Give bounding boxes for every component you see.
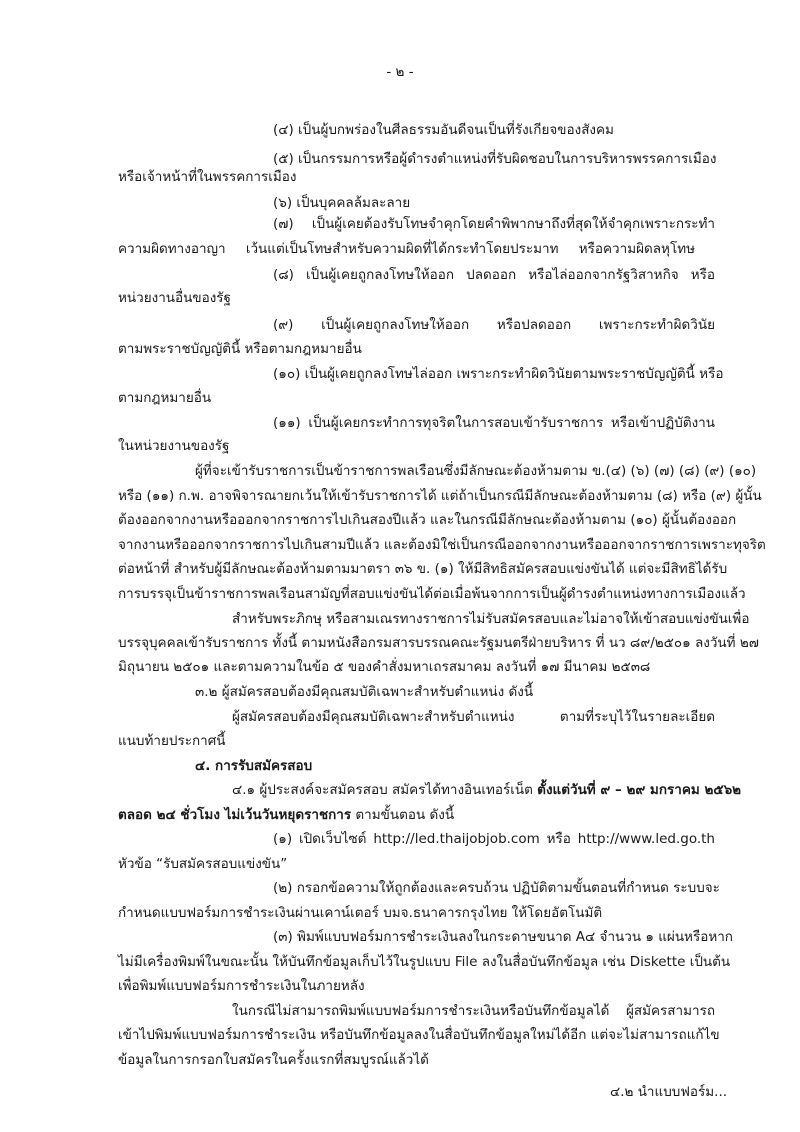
text-line: เพื่อพิมพ์แบบฟอร์มการชำระเงินในภายหลัง: [118, 978, 365, 994]
continuation-note: ๔.๒ นำแบบฟอร์ม...: [610, 1084, 728, 1100]
text-line: กำหนดแบบฟอร์มการชำระเงินผ่านเคาน์เตอร์ บมจ.ธนาคารกรุงไทย ให้โดยอัตโนมัติ: [118, 905, 603, 921]
text-line: บรรจุบุคคลเข้ารับราชการ ทั้งนี้ ตามหนังสือกรมสารบรรณคณะรัฐมนตรีฝ่ายบริหาร ที่ นว ๘๙/๒๕๐๑ ลงวันที่ ๒๗: [118, 635, 759, 651]
text-line: (๔) เป็นผู้บกพร่องในศีลธรรมอันดีจนเป็นที่รังเกียจของสังคม: [273, 122, 614, 138]
text-line: (๑๐) เป็นผู้เคยถูกลงโทษไล่ออก เพราะกระทำผิดวินัยตามพระราชบัญญัตินี้ หรือ: [273, 366, 724, 382]
text-span: ๔.๑ ผู้ประสงค์จะสมัครสอบ สมัครได้ทางอินเทอร์เน็ต: [232, 782, 538, 798]
text-line: ผู้ที่จะเข้ารับราชการเป็นข้าราชการพลเรือนซึ่งมีลักษณะต้องห้ามตาม ข.(๔) (๖) (๗) (๘) (๙) (๑๐): [195, 463, 757, 479]
text-line: ในกรณีไม่สามารถพิมพ์แบบฟอร์มการชำระเงินหรือบันทึกข้อมูลได้ ผู้สมัครสามารถ: [232, 1003, 715, 1019]
subsection-heading: ๓.๒ ผู้สมัครสอบต้องมีคุณสมบัติเฉพาะสำหรับตำแหน่ง ดังนี้: [195, 684, 534, 700]
text-line: ผู้สมัครสอบต้องมีคุณสมบัติเฉพาะสำหรับตำแหน่ง ตามที่ระบุไว้ในรายละเอียด: [232, 709, 715, 725]
bold-date-range: ตั้งแต่วันที่ ๙ – ๒๙ มกราคม ๒๕๖๒: [537, 782, 742, 798]
text-line: (๘) เป็นผู้เคยถูกลงโทษให้ออก ปลดออก หรือไล่ออกจากรัฐวิสาหกิจ หรือ: [273, 267, 715, 283]
text-line: ความผิดทางอาญา เว้นแต่เป็นโทษสำหรับความผิดที่ได้กระทำโดยประมาท หรือความผิดลหุโทษ: [118, 241, 695, 257]
text-line: (๕) เป็นกรรมการหรือผู้ดำรงตำแหน่งที่รับผิดชอบในการบริหารพรรคการเมือง: [273, 151, 717, 167]
text-line: (๗) เป็นผู้เคยต้องรับโทษจำคุกโดยคำพิพากษาถึงที่สุดให้จำคุกเพราะกระทำ: [273, 216, 715, 232]
section-heading: ๔. การรับสมัครสอบ: [195, 758, 313, 774]
text-line: ในหน่วยงานของรัฐ: [118, 438, 230, 454]
text-line: ตามกฎหมายอื่น: [118, 390, 212, 406]
text-line: ต่อหน้าที่ สำหรับผู้มีลักษณะต้องห้ามตามมาตรา ๓๖ ข. (๑) ให้มีสิทธิสมัครสอบแข่งขันได้ แต่จะมีสิทธิได้รับ: [118, 561, 728, 577]
text-line: มิถุนายน ๒๕๐๑ และตามความในข้อ ๕ ของคำสั่งมหาเถรสมาคม ลงวันที่ ๑๗ มีนาคม ๒๕๓๘: [118, 659, 651, 675]
text-line: (๓) พิมพ์แบบฟอร์มการชำระเงินลงในกระดาษขนาด A๔ จำนวน ๑ แผ่นหรือหาก: [273, 929, 733, 945]
text-line: [118, 806, 454, 824]
text-line: ข้อมูลในการกรอกใบสมัครในครั้งแรกที่สมบูรณ์แล้วได้: [118, 1052, 429, 1068]
text-line: (๑) เปิดเว็บไซต์ http://led.thaijobjob.com หรือ http://www.led.go.th: [273, 831, 715, 847]
text-line: สำหรับพระภิกษุ หรือสามเณรทางราชการไม่รับสมัครสอบและไม่อาจให้เข้าสอบแข่งขันเพื่อ: [232, 611, 750, 627]
text-line: (๙) เป็นผู้เคยถูกลงโทษให้ออก หรือปลดออก เพราะกระทำผิดวินัย: [273, 317, 715, 333]
text-span: ตามขั้นตอน ดังนี้: [351, 807, 455, 823]
text-line: [232, 781, 741, 799]
bold-hours-text: ตลอด ๒๔ ชั่วโมง ไม่เว้นวันหยุดราชการ: [118, 807, 352, 823]
text-line: หน่วยงานอื่นของรัฐ: [118, 290, 231, 306]
text-line: (๒) กรอกข้อความให้ถูกต้องและครบถ้วน ปฏิบัติตามขั้นตอนที่กำหนด ระบบจะ: [273, 880, 720, 896]
text-line: หัวข้อ “รับสมัครสอบแข่งขัน”: [118, 856, 288, 872]
text-line: การบรรจุเป็นข้าราชการพลเรือนสามัญที่สอบแข่งขันได้ต่อเมื่อพ้นจากการเป็นผู้ดำรงตำแหน่งทางการเมืองแล้ว: [118, 586, 746, 602]
text-line: (๑๑) เป็นผู้เคยกระทำการทุจริตในการสอบเข้ารับราชการ หรือเข้าปฏิบัติงาน: [273, 415, 715, 431]
text-line: ไม่มีเครื่องพิมพ์ในขณะนั้น ให้บันทึกข้อมูลเก็บไว้ในรูปแบบ File ลงในสื่อบันทึกข้อมูล เช่น Diskette เป็นต้น: [118, 954, 731, 970]
page-number: - ๒ -: [386, 64, 414, 80]
text-line: ต้องออกจากงานหรือออกจากราชการไปเกินสองปีแล้ว และในกรณีมีลักษณะต้องห้ามตาม (๑๐) ผู้นั้นต้องออก: [118, 512, 737, 528]
text-line: เข้าไปพิมพ์แบบฟอร์มการชำระเงิน หรือบันทึกข้อมูลลงในสื่อบันทึกข้อมูลใหม่ได้อีก แต่จะไม่สามารถแก้ไข: [118, 1027, 720, 1043]
text-line: หรือ (๑๑) ก.พ. อาจพิจารณายกเว้นให้เข้ารับราชการได้ แต่ถ้าเป็นกรณีมีลักษณะต้องห้ามตาม (๘) หรือ (๙) ผู้นั้น: [118, 488, 762, 504]
text-line: ตามพระราชบัญญัตินี้ หรือตามกฎหมายอื่น: [118, 341, 362, 357]
text-line: (๖) เป็นบุคคลล้มละลาย: [273, 195, 411, 211]
text-line: แนบท้ายประกาศนี้: [118, 733, 226, 749]
text-line: หรือเจ้าหน้าที่ในพรรคการเมือง: [118, 169, 297, 185]
text-line: จากงานหรือออกจากราชการไปเกินสามปีแล้ว และต้องมิใช่เป็นกรณีออกจากงานหรือออกจากราชการเพราะทุจริต: [118, 537, 766, 553]
